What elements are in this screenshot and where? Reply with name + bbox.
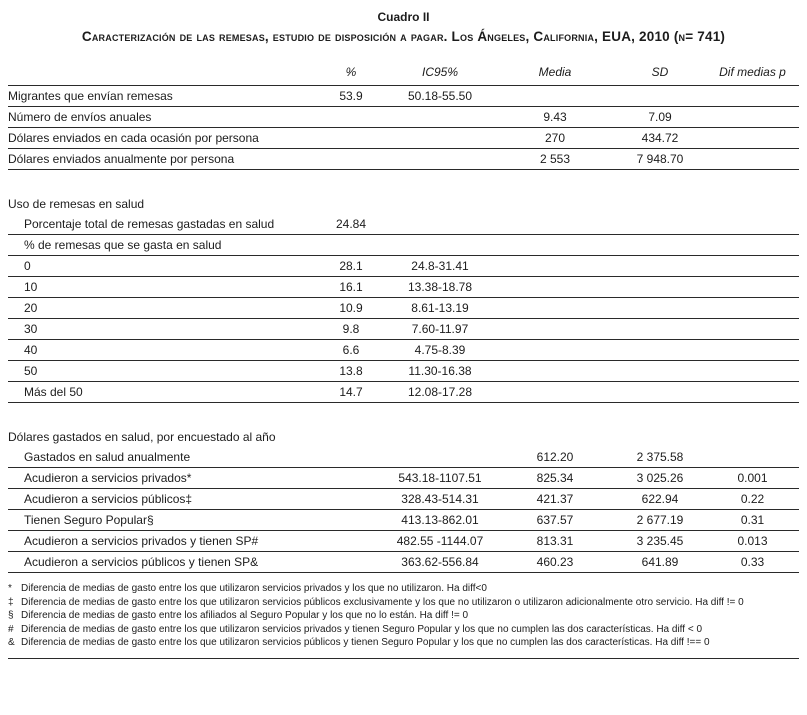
footnote-marker: * <box>8 583 12 594</box>
cell-media: 460.23 <box>536 555 574 569</box>
table-header-row <box>8 58 799 86</box>
row-label: 50 <box>24 364 38 378</box>
bottom-rule <box>8 658 799 659</box>
table-row <box>8 447 799 468</box>
row-label: Tienen Seguro Popular§ <box>24 513 154 527</box>
cell-ic: 11.30-16.38 <box>408 364 472 378</box>
table-row <box>8 298 799 319</box>
cell-sd: 641.89 <box>641 555 679 569</box>
table-row <box>8 382 799 403</box>
cell-media: 2 553 <box>539 152 571 166</box>
cell-pct: 10.9 <box>339 301 363 315</box>
cell-pct: 53.9 <box>339 89 363 103</box>
row-label: Acudieron a servicios privados y tienen SP# <box>24 534 259 548</box>
column-header: IC95% <box>421 64 459 79</box>
table-row <box>8 319 799 340</box>
table-row <box>8 235 799 256</box>
row-label: % de remesas que se gasta en salud <box>24 238 222 252</box>
cell-sd: 2 677.19 <box>636 513 684 527</box>
cell-ic: 7.60-11.97 <box>411 322 469 336</box>
cell-ic: 12.08-17.28 <box>407 385 473 399</box>
table-row <box>8 107 799 128</box>
table-row <box>8 149 799 170</box>
remittances-table <box>8 58 799 573</box>
cell-ic: 482.55 -1144.07 <box>396 534 484 548</box>
cell-sd: 622.94 <box>641 492 679 506</box>
row-label: Migrantes que envían remesas <box>8 89 173 103</box>
table-row <box>8 214 799 235</box>
cell-p: 0.22 <box>740 492 765 506</box>
footnote-marker: ‡ <box>8 596 14 608</box>
footnotes <box>8 582 799 650</box>
column-header: Media <box>538 64 572 79</box>
table-row <box>8 489 799 510</box>
table-row <box>8 510 799 531</box>
cell-ic: 413.13-862.01 <box>401 513 479 527</box>
cell-pct: 16.1 <box>339 280 363 294</box>
row-label: Dólares enviados en cada ocasión por persona <box>8 131 259 145</box>
footnote-text: Diferencia de medias de gasto entre los que utilizaron servicios privados y tienen Seguro Popular y los que no cumplen las dos características. Ha diff < 0 <box>21 623 703 635</box>
table-row <box>8 468 799 489</box>
footnote-text: Diferencia de medias de gasto entre los que utilizaron servicios privados y los que no utilizaron. Ha diff<0 <box>21 583 487 594</box>
cell-ic: 24.8-31.41 <box>411 259 469 273</box>
cell-sd: 7.09 <box>648 110 672 124</box>
row-label: Gastados en salud anualmente <box>24 450 191 464</box>
footnote-text: Diferencia de medias de gasto entre los que utilizaron servicios públicos exclusivamente y los que no utilizaron o utilizaron adicionalmente otro servicio. Ha diff != 0 <box>21 596 744 608</box>
row-label: Número de envíos anuales <box>8 110 152 124</box>
cell-ic: 543.18-1107.51 <box>398 471 482 485</box>
cell-pct: 13.8 <box>339 364 363 378</box>
cell-p: 0.33 <box>740 555 765 569</box>
row-label: 0 <box>24 259 31 273</box>
cell-ic: 4.75-8.39 <box>414 343 466 357</box>
cell-media: 421.37 <box>536 492 574 506</box>
table-row <box>8 277 799 298</box>
column-header: Dif medias p <box>719 64 786 79</box>
row-label: Acudieron a servicios privados* <box>24 471 192 485</box>
cell-sd: 2 375.58 <box>636 450 684 464</box>
cell-pct: 28.1 <box>339 259 363 273</box>
row-label: Acudieron a servicios públicos y tienen SP& <box>24 555 259 569</box>
table-row <box>8 531 799 552</box>
footnote <box>8 609 799 623</box>
column-header: % <box>345 64 357 79</box>
table-row <box>8 86 799 107</box>
row-label: 30 <box>24 322 38 336</box>
footnote-text: Diferencia de medias de gasto entre los afiliados al Seguro Popular y los que no lo están. Ha diff != 0 <box>21 610 469 621</box>
cell-media: 637.57 <box>536 513 574 527</box>
footnote <box>8 596 799 610</box>
cell-sd: 434.72 <box>641 131 679 145</box>
footnote-marker: § <box>8 610 14 621</box>
cell-sd: 3 235.45 <box>636 534 684 548</box>
row-label: Porcentaje total de remesas gastadas en salud <box>24 217 275 231</box>
footnote <box>8 623 799 637</box>
cell-media: 825.34 <box>536 471 574 485</box>
footnote-text: Diferencia de medias de gasto entre los que utilizaron servicios públicos y tienen Seguro Popular y los que no cumplen las dos características. Ha diff !== 0 <box>21 637 710 648</box>
cell-p: 0.001 <box>737 471 768 485</box>
cell-ic: 363.62-556.84 <box>401 555 479 569</box>
section-label: Uso de remesas en salud <box>8 196 145 211</box>
table-row <box>8 361 799 382</box>
cell-pct: 9.8 <box>342 322 360 336</box>
cell-ic: 328.43-514.31 <box>401 492 479 506</box>
cell-sd: 7 948.70 <box>636 152 684 166</box>
cell-sd: 3 025.26 <box>636 471 684 485</box>
row-label: Más del 50 <box>24 385 83 399</box>
table-row <box>8 340 799 361</box>
cell-media: 270 <box>544 131 566 145</box>
cell-pct: 14.7 <box>339 385 363 399</box>
footnote <box>8 582 799 596</box>
cell-pct: 6.6 <box>342 343 360 357</box>
row-label: 40 <box>24 343 38 357</box>
row-label: Acudieron a servicios públicos‡ <box>24 492 193 506</box>
cell-media: 612.20 <box>536 450 574 464</box>
cell-media: 813.31 <box>536 534 574 548</box>
footnote-marker: # <box>8 623 14 635</box>
footnote-marker: & <box>8 637 15 648</box>
cell-p: 0.31 <box>740 513 765 527</box>
cell-media: 9.43 <box>543 110 567 124</box>
section-label: Dólares gastados en salud, por encuestado al año <box>8 429 276 444</box>
cell-ic: 13.38-18.78 <box>407 280 473 294</box>
row-label: 10 <box>24 280 38 294</box>
cell-ic: 8.61-13.19 <box>411 301 469 315</box>
table-row <box>8 128 799 149</box>
cell-p: 0.013 <box>737 534 768 548</box>
cell-pct: 24.84 <box>335 217 367 231</box>
row-label: 20 <box>24 301 38 315</box>
cell-ic: 50.18-55.50 <box>407 89 473 103</box>
table-body <box>8 86 799 573</box>
table-row <box>8 256 799 277</box>
row-label: Dólares enviados anualmente por persona <box>8 152 235 166</box>
footnote <box>8 636 799 650</box>
column-header: SD <box>651 64 669 79</box>
table-row <box>8 552 799 573</box>
table-number: Cuadro II <box>377 10 430 24</box>
table-title: Caracterización de las remesas, estudio de disposición a pagar. Los Ángeles, California, EUA, 2010 (n= 741) <box>81 29 726 44</box>
